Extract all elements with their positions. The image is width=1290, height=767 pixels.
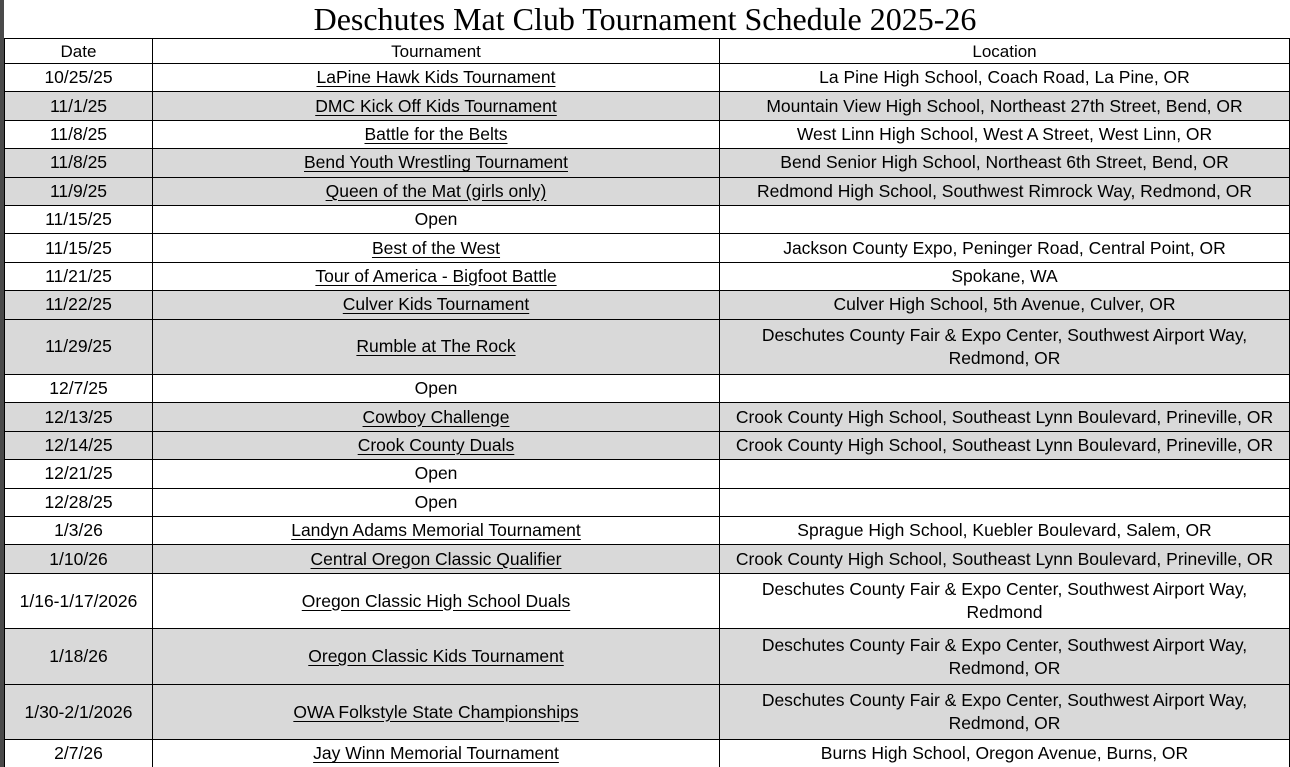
table-row: [5, 545, 1290, 573]
tournament-cell: [153, 234, 720, 262]
date-cell: 11/1/25: [5, 92, 153, 120]
location-cell: West Linn High School, West A Street, West Linn, OR: [720, 120, 1290, 148]
column-header-tournament: Tournament: [153, 39, 720, 64]
date-cell: 1/3/26: [5, 516, 153, 544]
table-row: [5, 684, 1290, 740]
column-header-date: Date: [5, 39, 153, 64]
tournament-cell: [153, 120, 720, 148]
table-row: [5, 120, 1290, 148]
tournament-link[interactable]: Battle for the Belts: [364, 123, 508, 144]
date-cell: 11/9/25: [5, 177, 153, 205]
date-cell: 12/7/25: [5, 375, 153, 403]
table-row: [5, 149, 1290, 177]
tournament-link[interactable]: Cowboy Challenge: [362, 406, 510, 427]
date-cell: 12/13/25: [5, 403, 153, 431]
location-cell: Bend Senior High School, Northeast 6th Street, Bend, OR: [720, 149, 1290, 177]
tournament-cell: [153, 291, 720, 319]
table-row: [5, 177, 1290, 205]
location-cell: Mountain View High School, Northeast 27th Street, Bend, OR: [720, 92, 1290, 120]
location-cell: Crook County High School, Southeast Lynn Boulevard, Prineville, OR: [720, 545, 1290, 573]
date-cell: 12/14/25: [5, 431, 153, 459]
tournament-link[interactable]: OWA Folkstyle State Championships: [293, 701, 579, 722]
table-row: [5, 460, 1290, 488]
tournament-cell: [153, 684, 720, 740]
tournament-cell: Open: [153, 488, 720, 516]
date-cell: 1/30-2/1/2026: [5, 684, 153, 740]
tournament-cell: Open: [153, 205, 720, 233]
location-cell: Deschutes County Fair & Expo Center, Southwest Airport Way, Redmond, OR: [720, 684, 1290, 740]
tournament-link[interactable]: Culver Kids Tournament: [342, 294, 530, 315]
tournament-cell: [153, 516, 720, 544]
location-cell: Deschutes County Fair & Expo Center, Southwest Airport Way, Redmond: [720, 573, 1290, 629]
tournament-link[interactable]: LaPine Hawk Kids Tournament: [316, 67, 556, 88]
location-cell: Jackson County Expo, Peninger Road, Central Point, OR: [720, 234, 1290, 262]
tournament-link[interactable]: Rumble at The Rock: [356, 336, 516, 357]
tournament-link[interactable]: Landyn Adams Memorial Tournament: [291, 520, 581, 541]
date-cell: 11/15/25: [5, 234, 153, 262]
table-row: [5, 92, 1290, 120]
location-cell: La Pine High School, Coach Road, La Pine, OR: [720, 64, 1290, 92]
tournament-link[interactable]: Best of the West: [371, 237, 501, 258]
location-cell: [720, 460, 1290, 488]
date-cell: 10/25/25: [5, 64, 153, 92]
table-row: [5, 64, 1290, 92]
tournament-cell: [153, 177, 720, 205]
tournament-link[interactable]: Crook County Duals: [357, 434, 515, 455]
tournament-cell: [153, 64, 720, 92]
date-cell: 12/21/25: [5, 460, 153, 488]
location-cell: Crook County High School, Southeast Lynn Boulevard, Prineville, OR: [720, 431, 1290, 459]
date-cell: 11/22/25: [5, 291, 153, 319]
tournament-link[interactable]: Bend Youth Wrestling Tournament: [304, 152, 568, 173]
location-cell: Deschutes County Fair & Expo Center, Southwest Airport Way, Redmond, OR: [720, 629, 1290, 685]
tournament-link[interactable]: Tour of America - Bigfoot Battle: [315, 265, 557, 286]
date-cell: 11/29/25: [5, 319, 153, 375]
table-row: [5, 403, 1290, 431]
tournament-cell: [153, 92, 720, 120]
location-cell: Spokane, WA: [720, 262, 1290, 290]
tournament-cell: [153, 573, 720, 629]
date-cell: 1/16-1/17/2026: [5, 573, 153, 629]
tournament-link[interactable]: DMC Kick Off Kids Tournament: [315, 95, 557, 116]
location-cell: [720, 205, 1290, 233]
date-cell: 11/8/25: [5, 120, 153, 148]
date-cell: 1/18/26: [5, 629, 153, 685]
table-row: [5, 291, 1290, 319]
date-cell: 11/21/25: [5, 262, 153, 290]
page-title: Deschutes Mat Club Tournament Schedule 2025-26: [313, 1, 977, 37]
table-row: [5, 629, 1290, 685]
tournament-cell: [153, 431, 720, 459]
date-cell: 2/7/26: [5, 740, 153, 767]
table-row: [5, 488, 1290, 516]
schedule-table: [4, 38, 1290, 767]
tournament-cell: [153, 403, 720, 431]
tournament-link[interactable]: Oregon Classic Kids Tournament: [308, 646, 564, 666]
location-cell: Sprague High School, Kuebler Boulevard, Salem, OR: [720, 516, 1290, 544]
location-cell: [720, 375, 1290, 403]
location-cell: Culver High School, 5th Avenue, Culver, OR: [720, 291, 1290, 319]
table-row: [5, 516, 1290, 544]
table-row: [5, 319, 1290, 375]
location-cell: Redmond High School, Southwest Rimrock Way, Redmond, OR: [720, 177, 1290, 205]
tournament-cell: [153, 629, 720, 685]
tournament-cell: [153, 262, 720, 290]
table-row: [5, 234, 1290, 262]
table-row: [5, 375, 1290, 403]
date-cell: 1/10/26: [5, 545, 153, 573]
location-cell: [720, 488, 1290, 516]
table-row: [5, 205, 1290, 233]
tournament-cell: [153, 319, 720, 375]
table-row: [5, 740, 1290, 767]
tournament-cell: Open: [153, 375, 720, 403]
tournament-link[interactable]: Jay Winn Memorial Tournament: [313, 743, 559, 764]
location-cell: Deschutes County Fair & Expo Center, Southwest Airport Way, Redmond, OR: [720, 319, 1290, 375]
tournament-cell: [153, 149, 720, 177]
tournament-link[interactable]: Central Oregon Classic Qualifier: [310, 548, 562, 569]
tournament-cell: Open: [153, 460, 720, 488]
date-cell: 12/28/25: [5, 488, 153, 516]
header-row: [5, 39, 1290, 64]
column-header-location: Location: [720, 39, 1290, 64]
table-row: [5, 431, 1290, 459]
location-cell: Crook County High School, Southeast Lynn Boulevard, Prineville, OR: [720, 403, 1290, 431]
location-cell: Burns High School, Oregon Avenue, Burns, OR: [720, 740, 1290, 767]
tournament-cell: [153, 545, 720, 573]
table-row: [5, 573, 1290, 629]
tournament-link[interactable]: Queen of the Mat (girls only): [325, 180, 547, 201]
date-cell: 11/15/25: [5, 205, 153, 233]
table-row: [5, 262, 1290, 290]
date-cell: 11/8/25: [5, 149, 153, 177]
tournament-cell: [153, 740, 720, 767]
tournament-link[interactable]: Oregon Classic High School Duals: [301, 590, 571, 611]
